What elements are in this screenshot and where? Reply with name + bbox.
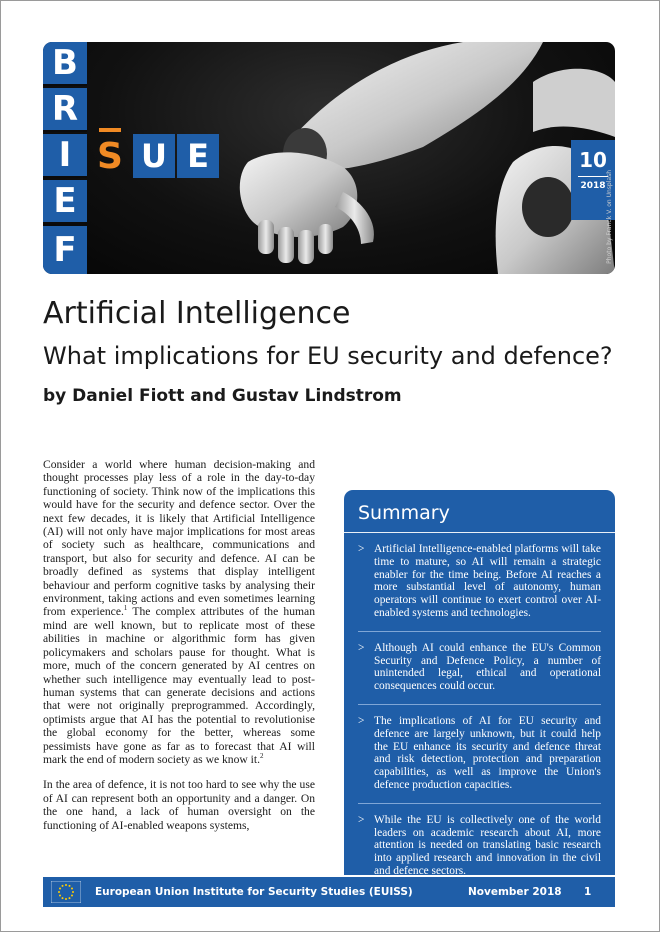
summary-heading: Summary xyxy=(358,502,450,524)
issue-number-divider xyxy=(578,176,608,177)
brief-logo xyxy=(43,42,87,274)
summary-item-text: Artificial Intelligence-enabled platforms will take time to mature, so AI will remain a strategic enabler for the time being. Before AI reaches a more substantial level of autonomy, human operators will continue to exert control over AI-enabled systems and technologies. xyxy=(374,543,601,619)
summary-item-text: Although AI could enhance the EU's Common Security and Defence Policy, a number of unintended legal, ethical and operational consequences could occur. xyxy=(374,641,601,693)
bullet-arrow-icon: > xyxy=(358,813,365,826)
summary-item-text: While the EU is collectively one of the world leaders on academic research about AI, more attention is needed on translating basic research into applied research and innovation in the civil and defence sectors. xyxy=(374,813,601,877)
summary-item xyxy=(358,814,601,878)
summary-box xyxy=(344,490,615,875)
summary-separator xyxy=(358,803,601,804)
eu-flag-icon xyxy=(51,881,81,903)
bullet-arrow-icon: > xyxy=(358,714,365,727)
issue-letter-e: E xyxy=(177,134,219,178)
brief-letter-f: F xyxy=(43,226,87,274)
summary-item-text: The implications of AI for EU security and defence are largely unknown, but it could help the EU enhance its security and defence threat and risk detection, protection and preparation capabilities, as well as improve the Union's defence production capacities. xyxy=(374,714,601,791)
issue-letter-u: U xyxy=(133,134,175,178)
photo-credit: Photo by Franck V. on Unsplash xyxy=(606,170,613,264)
page-title: Artificial Intelligence xyxy=(43,296,351,331)
footnote-ref-2[interactable]: 2 xyxy=(260,752,264,761)
issue-year: 2018 xyxy=(580,181,606,191)
footnote-ref-1[interactable]: 1 xyxy=(123,604,128,613)
footer-page-number: 1 xyxy=(584,886,592,898)
brief-letter-r: R xyxy=(43,88,87,132)
issue-logo xyxy=(89,134,219,178)
footer-date: November 2018 xyxy=(468,886,562,898)
summary-item xyxy=(358,642,601,693)
authors-line: by Daniel Fiott and Gustav Lindstrom xyxy=(43,386,402,406)
body-paragraph-1 xyxy=(43,458,315,766)
bullet-arrow-icon: > xyxy=(358,543,365,555)
brief-letter-e: E xyxy=(43,180,87,224)
brief-letter-i: I xyxy=(43,134,87,178)
issue-number: 10 xyxy=(579,148,607,172)
body-text-column xyxy=(43,458,315,844)
summary-separator xyxy=(358,631,601,632)
body-paragraph-1-part-b: The complex attributes of the human mind are well known, but to replicate most of these abilities in machine or algorithmic form has given policymakers and scholars pause for thought. What is more, much of the concern generated by AI centres on whether such intelligence may eventually lead to post-human systems that can generate decisions and actions that were not originally preprogrammed. Accordingly, optimists argue that AI has the potential to revolutionise the global economy for the better, whereas some pessimists have gone as far as to forecast that AI will mark the end of modern society as we know it. xyxy=(43,605,315,766)
header-banner xyxy=(43,42,615,274)
summary-separator xyxy=(358,704,601,705)
summary-divider xyxy=(344,532,615,533)
issue-letter-s: S xyxy=(89,134,131,178)
body-paragraph-1-part-a: Consider a world where human decision-making and thought processes play less of a role in the day-to-day functioning of society. Think now of the implications this would have for the security and defence sector. Over the next few decades, it is likely that Artificial Intelligence (AI) will not only have major implications for most areas of society such as healthcare, communications and transport, but also for security and defence. AI can be broadly defined as systems that display intelligent behaviour and perform cognitive tasks by analysing their environment, taking actions and even sometimes learning from experience. xyxy=(43,458,315,619)
page-subtitle: What implications for EU security and defence? xyxy=(43,342,613,370)
brief-letter-b: B xyxy=(43,42,87,86)
footer-institute: European Union Institute for Security Studies (EUISS) xyxy=(95,886,413,898)
footer-bar xyxy=(43,877,615,907)
body-paragraph-2: In the area of defence, it is not too hard to see why the use of AI can represent both an opportunity and a danger. On the one hand, a lack of human oversight on the functioning of AI-enabled weapons systems, xyxy=(43,778,315,832)
bullet-arrow-icon: > xyxy=(358,641,365,654)
summary-item xyxy=(358,715,601,792)
summary-item xyxy=(358,543,601,620)
